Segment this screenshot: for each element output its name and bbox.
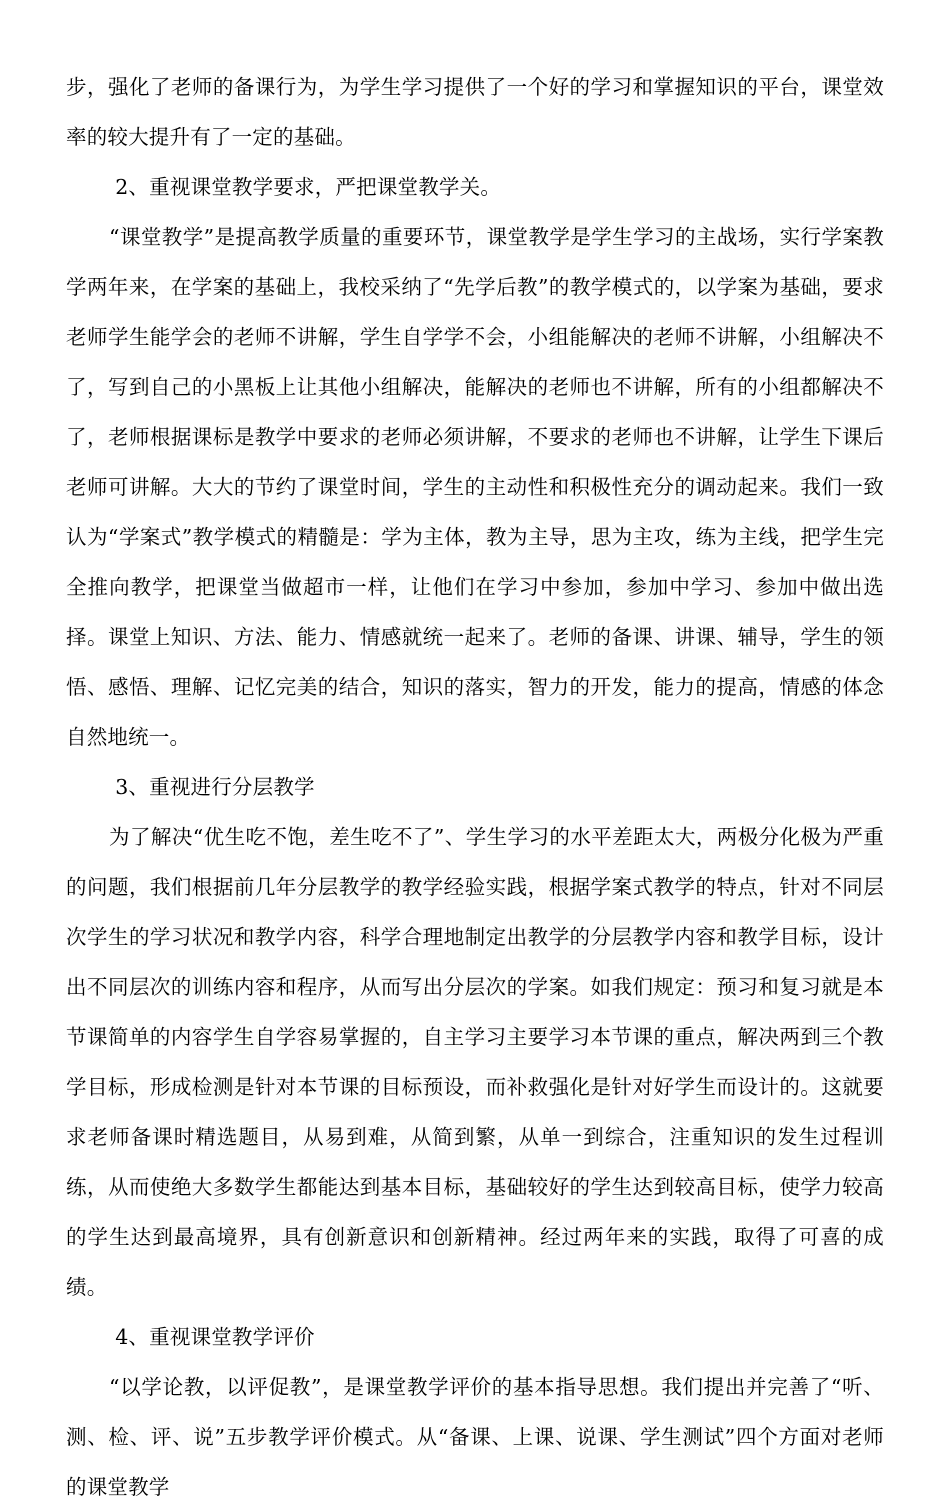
paragraph-heading-2: 2、重视课堂教学要求，严把课堂教学关。 bbox=[115, 175, 502, 199]
paragraph-heading-4: 4、重视课堂教学评价 bbox=[115, 1325, 315, 1349]
paragraph-continued-top: 步，强化了老师的备课行为，为学生学习提供了一个好的学习和掌握知识的平台，课堂效率的较大提升有了一定的基础。 bbox=[66, 75, 884, 149]
paragraph-body-2: “课堂教学”是提高教学质量的重要环节，课堂教学是学生学习的主战场，实行学案教学两年来，在学案的基础上，我校采纳了“先学后教”的教学模式的，以学案为基础，要求老师学生能学会的老师不讲解，学生自学学不会，小组能解决的老师不讲解，小组解决不了，写到自己的小黑板上让其他小组解决，能解决的老师也不讲解，所有的小组都解决不了，老师根据课标是教学中要求的老师必须讲解，不要求的老师也不讲解，让学生下课后老师可讲解。大大的节约了课堂时间，学生的主动性和积极性充分的调动起来。我们一致认为“学案式”教学模式的精髓是：学为主体，教为主导，思为主攻，练为主线，把学生完全推向教学，把课堂当做超市一样，让他们在学习中参加，参加中学习、参加中做出选择。课堂上知识、方法、能力、情感就统一起来了。老师的备课、讲课、辅导，学生的领悟、感悟、理解、记忆完美的结合，知识的落实，智力的开发，能力的提高，情感的体念自然地统一。 bbox=[66, 225, 884, 749]
paragraph-body-3: 为了解决“优生吃不饱，差生吃不了”、学生学习的水平差距太大，两极分化极为严重的问题，我们根据前几年分层教学的教学经验实践，根据学案式教学的特点，针对不同层次学生的学习状况和教学内容，科学合理地制定出教学的分层教学内容和教学目标，设计出不同层次的训练内容和程序，从而写出分层次的学案。如我们规定：预习和复习就是本节课简单的内容学生自学容易掌握的，自主学习主要学习本节课的重点，解决两到三个教学目标，形成检测是针对本节课的目标预设，而补救强化是针对好学生而设计的。这就要求老师备课时精选题目，从易到难，从简到繁，从单一到综合，注重知识的发生过程训练，从而使绝大多数学生都能达到基本目标，基础较好的学生达到较高目标，使学力较高的学生达到最高境界，具有创新意识和创新精神。经过两年来的实践，取得了可喜的成绩。 bbox=[66, 825, 884, 1299]
paragraph-body-4: “以学论教，以评促教”，是课堂教学评价的基本指导思想。我们提出并完善了“听、测、检、评、说”五步教学评价模式。从“备课、上课、说课、学生测试”四个方面对老师的课堂教学 bbox=[66, 1375, 884, 1499]
document-body bbox=[66, 62, 884, 1512]
paragraph-heading-3: 3、重视进行分层教学 bbox=[115, 775, 315, 799]
